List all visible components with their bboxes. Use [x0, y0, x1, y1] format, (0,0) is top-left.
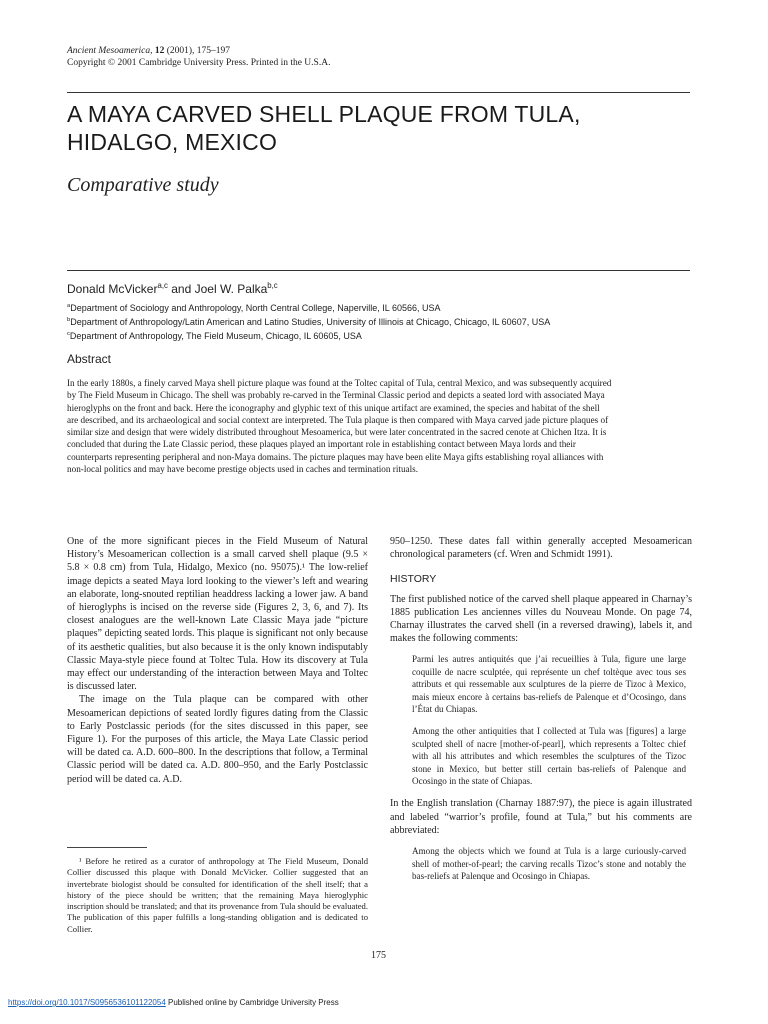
author-rule — [67, 270, 690, 271]
block-quote-french: Parmi les autres antiquités que j’ai recueillies à Tula, figure une large coquille de nacre sculptée, qui représente un chef toltèque avec tous ses attributs et qui ressemable aux sculptures de la pierre de Tizoc à Mexico, mais mieux encore à certains bas-reliefs de Palenque et d’Ocosingo, dans l’État du Chiapas. — [412, 654, 686, 715]
doi-published-text: Published online by Cambridge University Press — [165, 998, 339, 1007]
affil-mark: a — [67, 303, 71, 309]
header-rule — [67, 92, 690, 93]
article-title: A MAYA CARVED SHELL PLAQUE FROM TULA, HIDALGO, MEXICO — [67, 101, 581, 155]
block-quote-english-translation: Among the objects which we found at Tula is a large curiously-carved shell of mother-of-pearl; the carving recalls Tizoc’s stone and notably the bas-reliefs at Palenque and Ocosingo in Chiapas. — [412, 846, 686, 881]
affil-text: Department of Anthropology/Latin American and Latino Studies, University of Illinois at Chicago, Chicago, IL 60607, USA — [70, 317, 551, 327]
body-paragraph: The first published notice of the carved shell plaque appeared in Charnay’s 1885 publication Les anciennes villes du Nouveau Monde. On page 74, Charnay illustrates the carved shell (in a reversed drawing), labels it, and makes the following comments: — [390, 593, 692, 645]
section-heading-history: HISTORY — [390, 573, 437, 586]
author-name: Donald McVicker — [67, 282, 158, 296]
body-paragraph: One of the more significant pieces in the Field Museum of Natural History’s Mesoamerican collection is a small carved shell plaque (9.5 × 5.8 × 0.8 cm) from Tula, Hidalgo, Mexico (no. 95075).¹ The low-relief image depicts a seated Maya lord looking to the viewer’s left and wearing an elaborate, long-snouted reptilian headdress lacking a lower jaw. A band of hieroglyphs is incised on the reverse side (Figures 2, 3, 6, and 7). Its closest analogues are the well-known Late Classic Maya jade “picture plaques” depicting seated lords. This plaque is significant not only because of its aesthetic qualities, but also because it is the only known indisputably Classic Maya-style piece found at Toltec Tula. How its discovery at Tula may effect our understanding of the interaction between Maya and Toltec is discussed later. — [67, 536, 368, 693]
doi-link[interactable]: https://doi.org/10.1017/S0956536101122054 — [8, 998, 166, 1007]
journal-citation — [67, 45, 330, 69]
author-affil-mark: b,c — [267, 281, 278, 290]
body-paragraph: In the English translation (Charnay 1887:97), the piece is again illustrated and labeled “warrior’s profile, found at Tula,” but his comments are abbreviated: — [390, 798, 692, 836]
body-paragraph: 950–1250. These dates fall within generally accepted Mesoamerican chronological parameters (cf. Wren and Schmidt 1991). — [390, 536, 692, 561]
affil-text: Department of Anthropology, The Field Museum, Chicago, IL 60605, USA — [69, 331, 362, 341]
block-quote-english: Among the other antiquities that I collected at Tula was [figures] a large sculpted shell of nacre [mother-of-pearl], which represents a Toltec chief with all his attributes and which resembles the sculptures of the Tizoc stone in Mexico, but better still certain bas-reliefs of Palenque and Ocosingo in the state of Chiapas. — [412, 726, 686, 787]
journal-copyright: Copyright © 2001 Cambridge University Press. Printed in the U.S.A. — [67, 58, 331, 68]
affil-mark: b — [67, 317, 71, 323]
abstract-heading: Abstract — [67, 352, 112, 366]
journal-name: Ancient Mesoamerica, — [67, 46, 153, 56]
affiliations — [67, 300, 550, 342]
page-number: 175 — [371, 950, 386, 961]
affiliation-a — [67, 300, 550, 314]
body-paragraph: The image on the Tula plaque can be compared with other Mesoamerican depictions of seated lordly figures dating from the Classic to Early Postclassic periods (for the sites discussed in this paper, see Figure 1). For the purposes of this article, the Maya Late Classic period will be dated ca. A.D. 600–800. In the descriptions that follow, a Terminal Classic period will be dated ca. A.D. 800–950, and the Early Postclassic period will be dated ca. A.D. — [67, 694, 368, 785]
author-line — [67, 281, 278, 296]
author-affil-mark: a,c — [157, 281, 168, 290]
journal-volume: 12 — [154, 46, 165, 56]
journal-pages: (2001), 175–197 — [166, 46, 231, 56]
author-name: Joel W. Palka — [194, 282, 268, 296]
body-right-column — [390, 535, 692, 892]
body-left-column — [67, 535, 368, 786]
footnote-rule — [67, 847, 147, 848]
abstract-text: In the early 1880s, a finely carved Maya shell picture plaque was found at the Toltec capital of Tula, central Mexico, and was subsequently acquired by The Field Museum in Chicago. The shell was probably re-carved in the Terminal Classic period and depicts a seated lord with associated Maya hieroglyphs on the front and back. Here the iconography and glyphic text of this unique artifact are examined, the species and habitat of the shell are described, and its archaeological and social context are interpreted. The Tula plaque is then compared with Maya carved jade picture plaques of similar size and design that were widely distributed throughout Mesoamerica, but were later concentrated in the sacred cenote at Chichen Itza. It is concluded that during the Late Classic period, these plaques played an important role in establishing contact between Maya lords and their counterparts representing peripheral and non-Maya domains. The picture plaques may have been elite Maya gifts establishing royal alliances with non-local politics and may have become prestige objects used in caches and termination rituals. — [67, 378, 612, 475]
footnote: ¹ Before he retired as a curator of anthropology at The Field Museum, Donald Collier discussed this plaque with Donald McVicker. Collier suggested that an invertebrate biologist should be consulted for identification of the shell itself; that a history of the piece should be written; that the remaining Maya hieroglyphic inscription should be translated; and that its provenance from Tula should be evaluated. The publication of this paper fulfills a long-standing obligation and is dedicated to Collier. — [67, 856, 368, 934]
affiliation-b — [67, 314, 550, 328]
affil-mark: c — [67, 331, 70, 337]
affiliation-c — [67, 328, 550, 342]
article-subtitle: Comparative study — [67, 174, 219, 196]
affil-text: Department of Sociology and Anthropology, North Central College, Naperville, IL 60566, USA — [70, 303, 441, 313]
author-conjunction: and — [167, 282, 195, 296]
doi-line — [8, 998, 339, 1007]
